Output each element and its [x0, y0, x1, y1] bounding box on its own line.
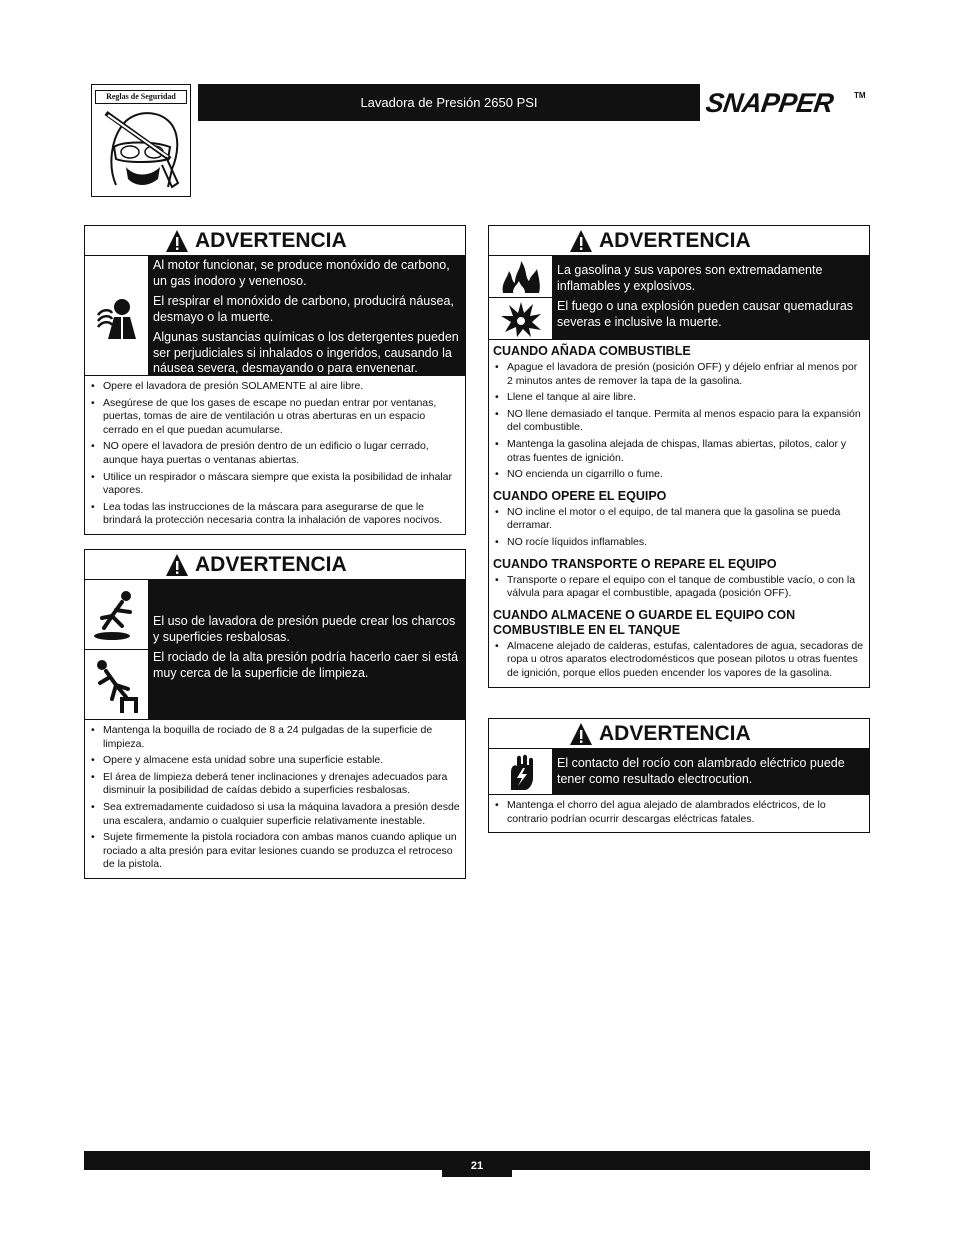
warning-title-text: ADVERTENCIA [599, 721, 751, 745]
warning-title-text: ADVERTENCIA [195, 228, 347, 252]
fall-hazard-icon [85, 650, 149, 719]
warning-box-slippery-surfaces [84, 549, 466, 879]
list-item: • Mantenga el chorro del agua alejado de alambrados eléctricos, de lo contrario podrían ocurrir descargas eléctricas fatales. [493, 799, 865, 826]
face-mask-goggles-icon [96, 107, 186, 193]
list-item: • Asegúrese de que los gases de escape no puedan entrar por ventanas, puertas, tomas de aire de ventilación u otras aberturas en un espacio cerrado en el que puedan acumularse. [89, 397, 461, 438]
document-title: Lavadora de Presión 2650 PSI [360, 95, 538, 110]
warning-line: El rociado de la alta presión podría hacerlo caer si está muy cerca de la superficie de limpieza. [153, 650, 459, 680]
warning-line: El fuego o una explosión pueden causar quemaduras severas e inclusive la muerte. [557, 299, 854, 329]
warning-line: El uso de lavadora de presión puede crear los charcos y superficies resbalosas. [153, 614, 456, 644]
warning-title [85, 226, 465, 256]
list-item: • Almacene alejado de calderas, estufas, calentadores de agua, secadoras de ropa u otros aparatos electrodomésticos que posean pilotos u otras fuentes de ignición, porque ellos pueden encender los vapores de la gasolina. [493, 640, 865, 681]
list-item: • Mantenga la gasolina alejada de chispas, llamas abiertas, pilotos, calor y otras fuentes de ignición. [493, 438, 865, 465]
warning-title-text: ADVERTENCIA [599, 228, 751, 252]
precaution-list [489, 638, 869, 687]
section-heading: CUANDO TRANSPORTE O REPARE EL EQUIPO [493, 556, 777, 571]
warning-box-carbon-monoxide [84, 225, 466, 535]
list-item: • Mantenga la boquilla de rociado de 8 a 24 pulgadas de la superficie de limpieza. [89, 724, 461, 751]
list-item: • NO llene demasiado el tanque. Permita al menos espacio para la expansión del combustible. [493, 408, 865, 435]
warning-triangle-icon [569, 722, 593, 746]
list-item: • NO rocíe líquidos inflamables. [493, 536, 865, 550]
warning-box-electric [488, 718, 870, 833]
warning-box-fuel [488, 225, 870, 688]
warning-triangle-icon [165, 553, 189, 577]
brand-name: SNAPPER [703, 88, 836, 118]
list-item: • NO opere el lavadora de presión dentro de un edificio o lugar cerrado, aunque haya puertas o ventanas abiertas. [89, 440, 461, 467]
warning-line: La gasolina y sus vapores son extremadamente inflamables y explosivos. [557, 263, 823, 293]
brand-logo [703, 87, 866, 119]
precaution-list [489, 504, 869, 550]
slip-hazard-icon [85, 580, 149, 650]
precaution-list [85, 376, 465, 534]
seal-title: Reglas de Seguridad [95, 90, 187, 104]
warning-title [489, 719, 869, 749]
explosion-icon [489, 298, 553, 339]
list-item: • NO encienda un cigarrillo o fume. [493, 468, 865, 482]
electric-shock-icon [489, 749, 553, 794]
section-heading: CUANDO ALMACENE O GUARDE EL EQUIPO CON COMBUSTIBLE EN EL TANQUE [493, 607, 796, 637]
toxic-fumes-icon [85, 256, 149, 375]
section-heading: CUANDO AÑADA COMBUSTIBLE [493, 344, 691, 358]
warning-message-area [489, 256, 869, 340]
list-item: • Opere el lavadora de presión SOLAMENTE al aire libre. [89, 380, 461, 394]
precaution-list [489, 572, 869, 601]
precaution-list [489, 795, 869, 832]
warning-line: Algunas sustancias químicas o los detergentes pueden ser perjudiciales si inhalados o ingeridos, causando la náusea severa, desmayando o para envenenar. [153, 330, 459, 375]
page-number [442, 1151, 512, 1177]
safety-rules-seal [91, 84, 191, 197]
list-item: • Transporte o repare el equipo con el tanque de combustible vacío, o con la válvula para apagar el combustible, apagada (posición OFF). [493, 574, 865, 601]
warning-message-area [85, 256, 465, 376]
list-item: • Lea todas las instrucciones de la máscara para asegurarse de que le brindará la protección necesaria contra la inhalación de vapores nocivos. [89, 501, 461, 528]
warning-title-text: ADVERTENCIA [195, 552, 347, 576]
warning-title [85, 550, 465, 580]
page-number-text: 21 [470, 1160, 484, 1172]
warning-message-area [85, 580, 465, 720]
section-heading: CUANDO OPERE EL EQUIPO [493, 488, 667, 503]
list-item: • Llene el tanque al aire libre. [493, 391, 865, 405]
warning-line: Al motor funcionar, se produce monóxido de carbono, un gas inodoro y venenoso. [153, 258, 450, 288]
precaution-list [85, 720, 465, 878]
precaution-list [489, 359, 869, 482]
brand-trademark: TM [854, 91, 866, 100]
list-item: • Apague el lavadora de presión (posición OFF) y déjelo enfriar al menos por 2 minutos antes de remover la tapa de la gasolina. [493, 361, 865, 388]
warning-triangle-icon [165, 229, 189, 253]
list-item: • Sujete firmemente la pistola rociadora con ambas manos cuando aplique un rociado a alta presión para evitar lesiones cuando se produzca el retroceso de la pistola. [89, 831, 461, 872]
warning-triangle-icon [569, 229, 593, 253]
warning-message [553, 256, 869, 339]
document-title-bar [198, 84, 700, 121]
list-item: • NO incline el motor o el equipo, de tal manera que la gasolina se pueda derramar. [493, 506, 865, 533]
warning-line: El contacto del rocío con alambrado eléctrico puede tener como resultado electrocution. [557, 756, 845, 786]
warning-title [489, 226, 869, 256]
warning-message [149, 256, 465, 375]
list-item: • Utilice un respirador o máscara siempre que exista la posibilidad de inhalar vapores. [89, 471, 461, 498]
list-item: • Sea extremadamente cuidadoso si usa la máquina lavadora a presión desde una escalera, andamio o cualquier superficie relativamente inestable. [89, 801, 461, 828]
warning-line: El respirar el monóxido de carbono, producirá náusea, desmayo o la muerte. [153, 294, 454, 324]
warning-message [149, 580, 465, 719]
warning-message [553, 749, 869, 794]
warning-message-area [489, 749, 869, 795]
flame-icon [489, 256, 553, 298]
list-item: • El área de limpieza deberá tener inclinaciones y drenajes adecuados para disminuir la posibilidad de caídas debido a superficies resbalosas. [89, 771, 461, 798]
list-item: • Opere y almacene esta unidad sobre una superficie estable. [89, 754, 461, 768]
